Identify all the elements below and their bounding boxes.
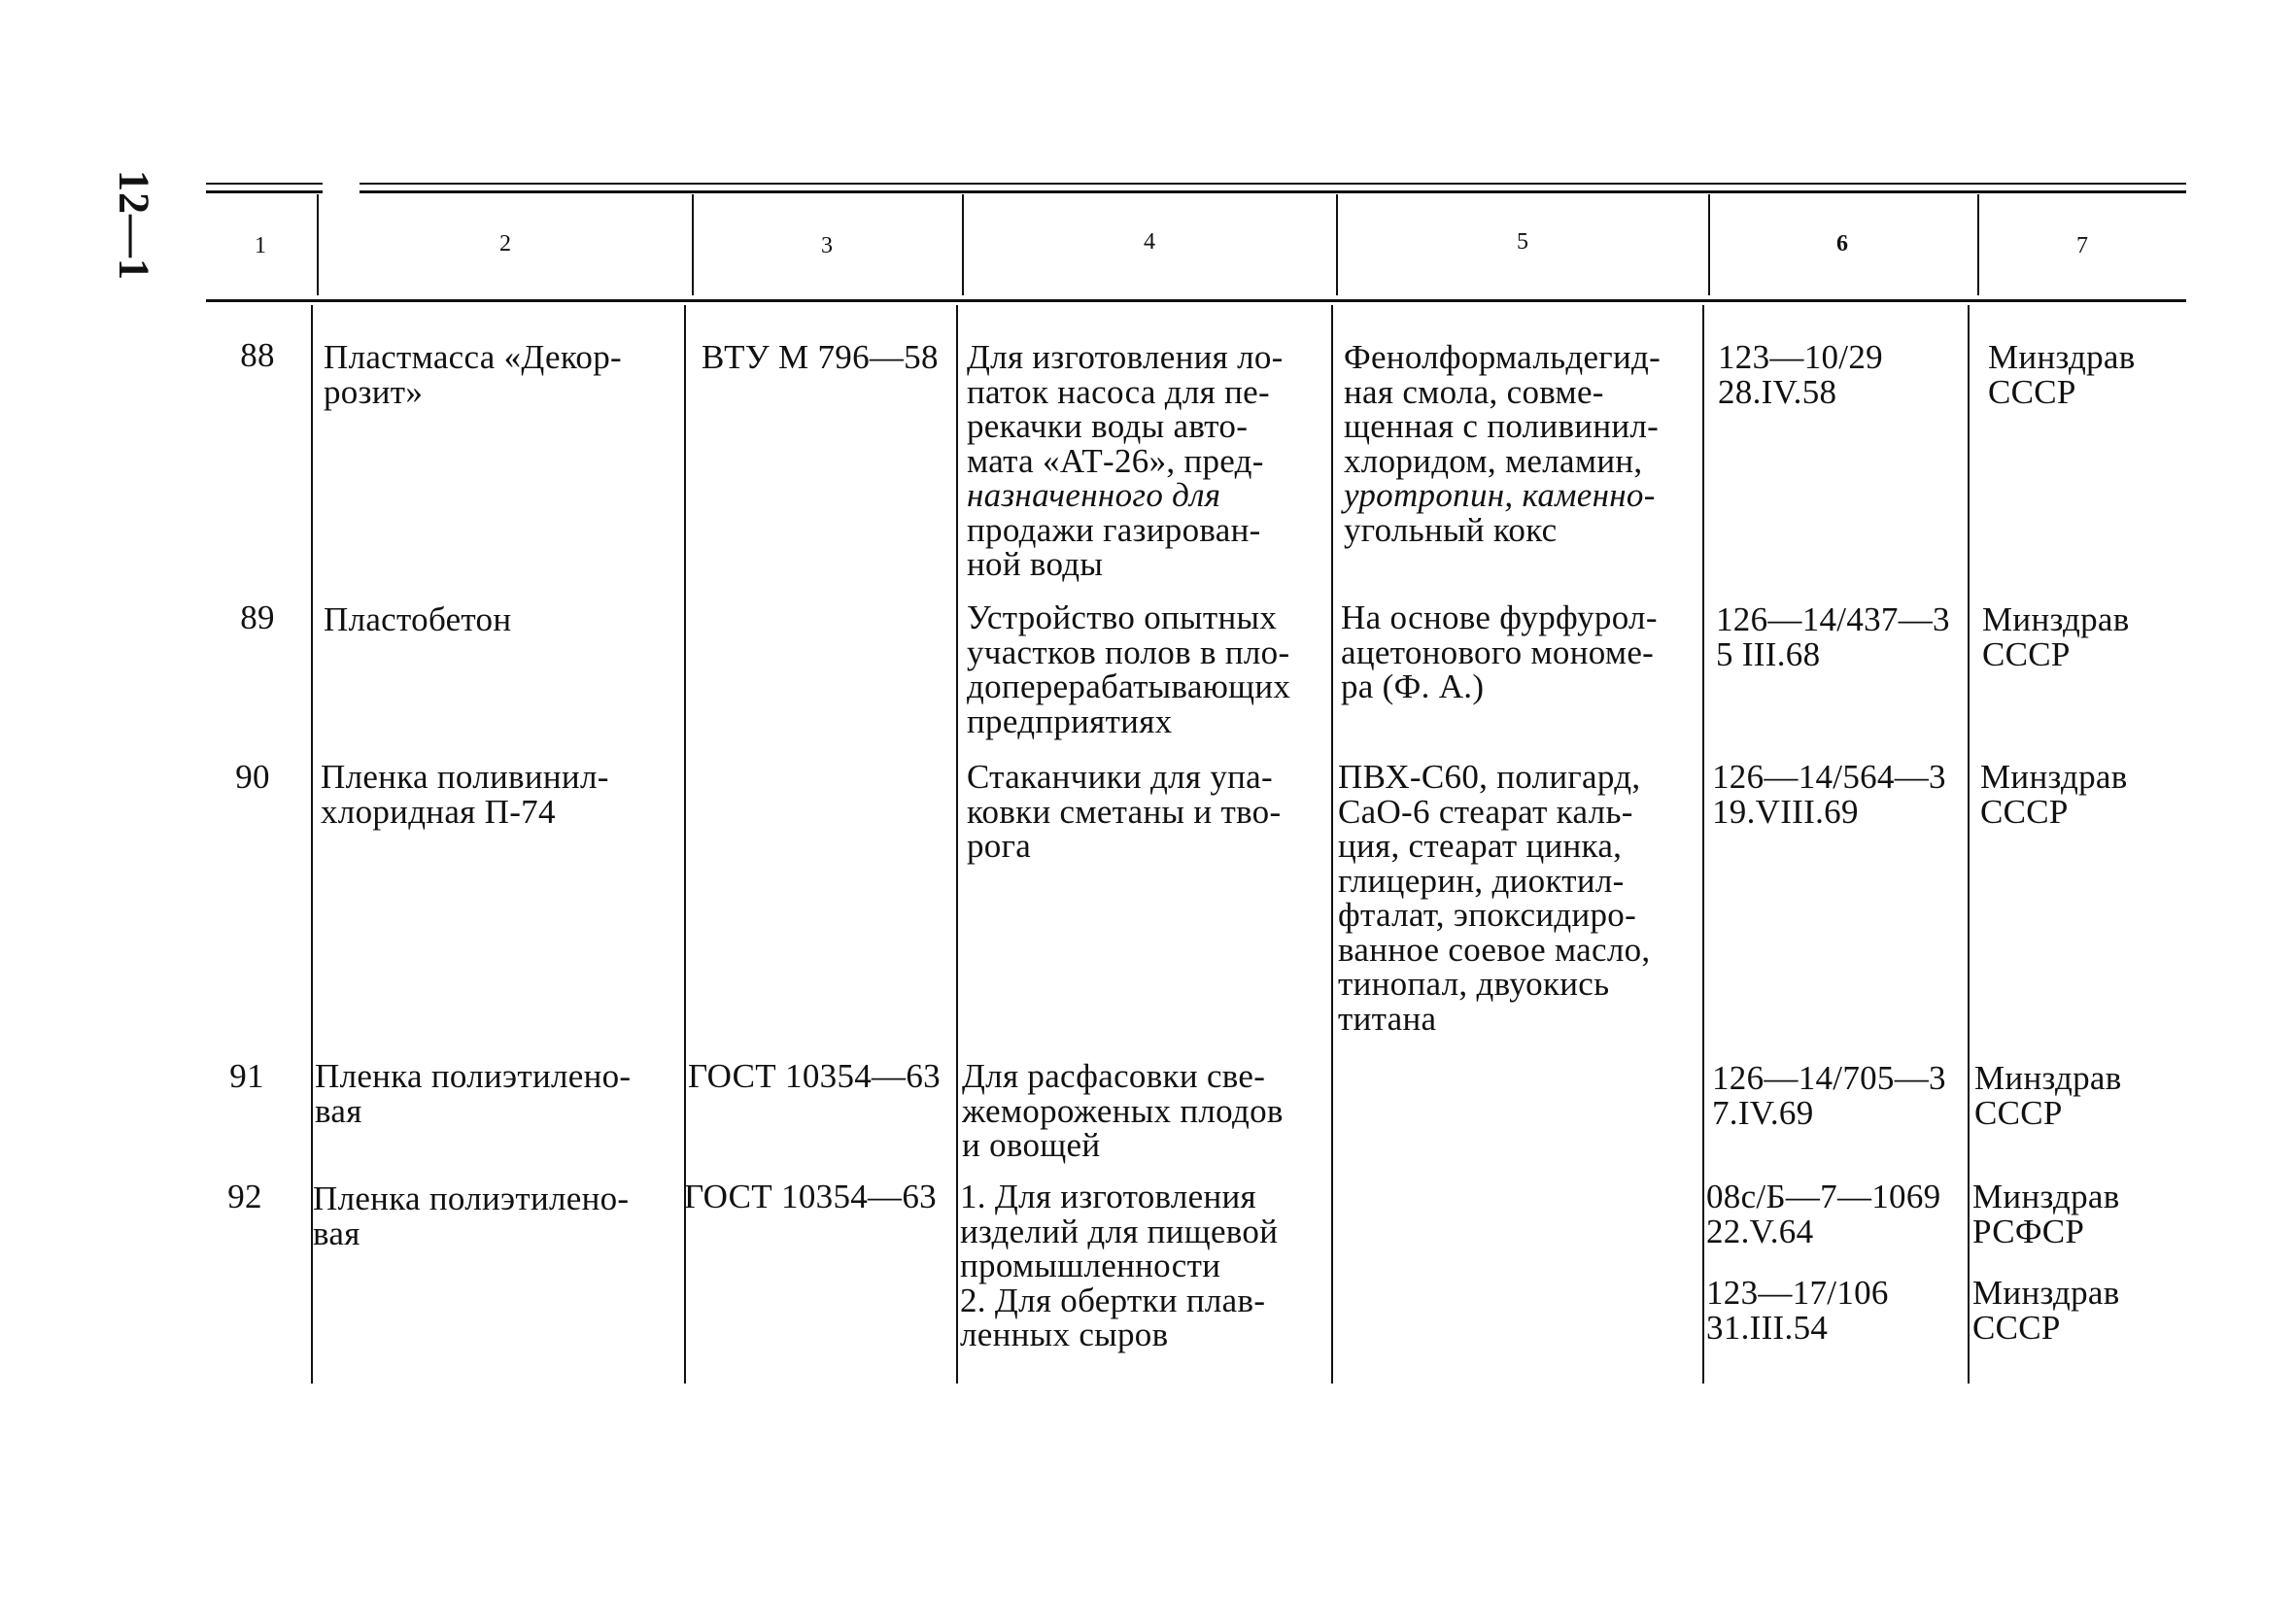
column-header-3: 3 bbox=[821, 233, 833, 258]
text-line: Пластобетон bbox=[324, 600, 512, 638]
purpose bbox=[962, 1059, 1314, 1163]
text-line: щенная с поливинил- bbox=[1344, 407, 1660, 445]
text-line: хлоридная П-74 bbox=[321, 792, 556, 831]
material-name bbox=[313, 1181, 659, 1250]
purpose bbox=[967, 340, 1317, 582]
permit-date: 31.III.54 bbox=[1706, 1308, 1829, 1347]
header-separator bbox=[1336, 194, 1338, 295]
text-line: доперерабатывающих bbox=[967, 667, 1291, 705]
text-line: фталат, эпоксидиро- bbox=[1338, 896, 1637, 934]
authority-line: Минздрав bbox=[1974, 1059, 2122, 1097]
row-number: 91 bbox=[229, 1057, 264, 1095]
permit-date: 7.IV.69 bbox=[1712, 1093, 1814, 1132]
text-line: Пленка поливинил- bbox=[321, 758, 609, 796]
top-rule-left-upper bbox=[206, 183, 323, 185]
permit-number: 08с/Б—7—1069 bbox=[1706, 1178, 1941, 1215]
header-separator bbox=[962, 194, 964, 295]
authority-line: СССР bbox=[1988, 372, 2076, 411]
purpose bbox=[967, 600, 1317, 738]
text-line: ленных сыров bbox=[960, 1316, 1169, 1353]
authority-line: Минздрав bbox=[1972, 1274, 2120, 1312]
composition bbox=[1344, 340, 1692, 547]
column-header-4: 4 bbox=[1144, 229, 1155, 255]
permit-number: 123—10/29 bbox=[1718, 338, 1883, 376]
permit-date: 5 III.68 bbox=[1716, 634, 1821, 673]
text-line: жемороженых плодов bbox=[962, 1091, 1284, 1130]
text-line: ная смола, совме- bbox=[1344, 372, 1604, 411]
issuing-authority bbox=[1988, 340, 2182, 409]
authority-line: Минздрав bbox=[1982, 600, 2130, 638]
text-line: глицерин, диоктил- bbox=[1338, 861, 1625, 900]
standard-ref: ГОСТ 10354—63 bbox=[684, 1178, 937, 1215]
page-number: 12—1 bbox=[110, 170, 158, 281]
permit-number: 123—17/106 bbox=[1706, 1274, 1889, 1312]
text-line: вая bbox=[313, 1214, 360, 1252]
row-number: 92 bbox=[227, 1178, 262, 1215]
standard-ref: ГОСТ 10354—63 bbox=[688, 1057, 941, 1095]
header-bottom-rule bbox=[206, 299, 2186, 302]
text-line: Пластмасса «Декор- bbox=[324, 338, 622, 376]
permit-number-date bbox=[1718, 340, 1963, 409]
text-line: Устройство опытных bbox=[967, 598, 1278, 636]
permit-number: 126—14/564—3 bbox=[1712, 758, 1946, 796]
text-line: промышленности bbox=[960, 1247, 1221, 1284]
spacer bbox=[1972, 1248, 2176, 1276]
authority-line: РСФСР bbox=[1972, 1212, 2085, 1250]
permit-number-date bbox=[1712, 1061, 1963, 1130]
text-line: Для изготовления ло- bbox=[967, 338, 1284, 376]
column-separator bbox=[684, 305, 686, 1384]
text-line: назначенного для bbox=[967, 476, 1221, 514]
column-separator bbox=[1968, 305, 1970, 1384]
column-separator bbox=[1331, 305, 1333, 1384]
permit-number-date bbox=[1716, 602, 1965, 671]
text-line: ПВХ-С60, полигард, bbox=[1338, 758, 1641, 796]
column-header-5: 5 bbox=[1517, 229, 1528, 255]
purpose bbox=[967, 760, 1313, 864]
material-name bbox=[324, 340, 671, 409]
text-line: ковки сметаны и тво- bbox=[967, 792, 1282, 831]
column-header-7: 7 bbox=[2076, 233, 2088, 258]
composition bbox=[1338, 760, 1694, 1036]
material-name bbox=[315, 1059, 661, 1128]
text-line: Пленка полиэтилено- bbox=[315, 1057, 632, 1095]
top-rule-upper bbox=[360, 183, 2186, 185]
column-header-6: 6 bbox=[1836, 231, 1848, 256]
purpose bbox=[960, 1180, 1310, 1352]
text-line: ция, стеарат цинка, bbox=[1338, 827, 1623, 865]
authority-line: Минздрав bbox=[1980, 758, 2128, 796]
text-line: угольный кокс bbox=[1344, 510, 1558, 549]
permit-number-date bbox=[1706, 1180, 1965, 1345]
authority-line: Минздрав bbox=[1972, 1178, 2120, 1215]
header-separator bbox=[317, 194, 319, 295]
text-line: и овощей bbox=[962, 1126, 1101, 1164]
text-line: изделий для пищевой bbox=[960, 1212, 1279, 1250]
column-header-2: 2 bbox=[499, 231, 511, 256]
header-separator bbox=[1977, 194, 1979, 295]
composition bbox=[1341, 600, 1691, 704]
text-line: предприятиях bbox=[967, 701, 1173, 740]
text-line: ра (Ф. А.) bbox=[1341, 667, 1485, 705]
issuing-authority bbox=[1974, 1061, 2169, 1130]
text-line: уротропин, каменно- bbox=[1344, 476, 1656, 514]
issuing-authority bbox=[1982, 602, 2176, 671]
column-header-1: 1 bbox=[255, 233, 266, 258]
text-line: вая bbox=[315, 1091, 362, 1130]
text-line: розит» bbox=[324, 372, 424, 411]
text-line: хлоридом, меламин, bbox=[1344, 441, 1643, 480]
permit-number: 126—14/437—3 bbox=[1716, 600, 1950, 638]
top-rule-lower bbox=[360, 190, 2186, 193]
column-separator bbox=[1702, 305, 1704, 1384]
text-line: паток насоса для пе- bbox=[967, 372, 1270, 411]
authority-line: СССР bbox=[1980, 792, 2069, 831]
permit-date: 19.VIII.69 bbox=[1712, 792, 1859, 831]
top-rule-left-lower bbox=[206, 190, 323, 193]
row-number: 90 bbox=[235, 758, 270, 796]
text-line: 2. Для обертки плав- bbox=[960, 1281, 1266, 1319]
text-line: 1. Для изготовления bbox=[960, 1178, 1256, 1215]
text-line: Пленка полиэтилено- bbox=[313, 1180, 630, 1217]
authority-line: СССР bbox=[1974, 1093, 2063, 1132]
authority-line: Минздрав bbox=[1988, 338, 2136, 376]
authority-line: СССР bbox=[1972, 1308, 2061, 1347]
spacer bbox=[1706, 1248, 1965, 1276]
text-line: титана bbox=[1338, 999, 1437, 1038]
column-separator bbox=[956, 305, 958, 1384]
text-line: рекачки воды авто- bbox=[967, 407, 1249, 445]
text-line: Для расфасовки све- bbox=[962, 1057, 1266, 1095]
text-line: участков полов в пло- bbox=[967, 633, 1290, 671]
material-name bbox=[321, 760, 668, 829]
text-line: Фенолформальдегид- bbox=[1344, 338, 1662, 376]
permit-date: 22.V.64 bbox=[1706, 1212, 1814, 1250]
standard-ref: ВТУ М 796—58 bbox=[702, 338, 939, 376]
text-line: тинопал, двуокись bbox=[1338, 965, 1610, 1003]
text-line: На основе фурфурол- bbox=[1341, 598, 1658, 636]
text-line: ванное соевое масло, bbox=[1338, 930, 1651, 969]
row-number: 88 bbox=[240, 336, 275, 374]
text-line: ной воды bbox=[967, 545, 1104, 583]
text-line: Стаканчики для упа- bbox=[967, 758, 1273, 796]
material-name bbox=[324, 602, 671, 637]
text-line: продажи газирован- bbox=[967, 510, 1261, 549]
text-line: рога bbox=[967, 827, 1032, 865]
row-number: 89 bbox=[240, 598, 275, 636]
issuing-authority bbox=[1972, 1180, 2176, 1345]
permit-date: 28.IV.58 bbox=[1718, 372, 1837, 411]
permit-number-date bbox=[1712, 760, 1963, 829]
issuing-authority bbox=[1980, 760, 2175, 829]
permit-number: 126—14/705—3 bbox=[1712, 1059, 1946, 1097]
text-line: ацетонового мономе- bbox=[1341, 633, 1655, 671]
authority-line: СССР bbox=[1982, 634, 2071, 673]
text-line: СаО-6 стеарат каль- bbox=[1338, 792, 1633, 831]
text-line: мата «АТ-26», пред- bbox=[967, 441, 1264, 480]
